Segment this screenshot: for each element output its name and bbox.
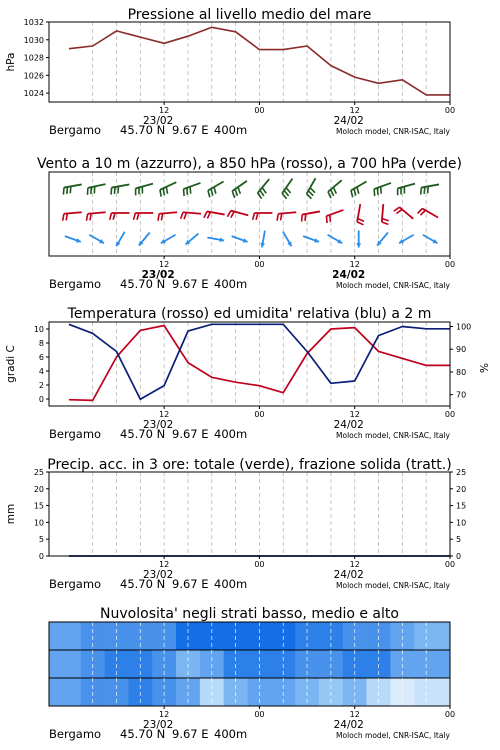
wind-feather	[282, 193, 286, 198]
y-tick-label: 10	[33, 518, 44, 528]
model-credit: Moloch model, CNR-ISAC, Italy	[336, 731, 450, 740]
date-label: 24/02	[333, 719, 364, 731]
wind-feather	[231, 212, 235, 218]
date-label: 23/02	[143, 569, 174, 581]
y-tick-label-right: 15	[456, 501, 467, 511]
y-tick-label-right: 100	[456, 322, 472, 332]
site-elevation: 400m	[214, 277, 248, 291]
wind-feather	[158, 214, 159, 221]
x-tick-label: 00	[254, 260, 265, 269]
site-lon: 9.67 E	[172, 577, 209, 591]
y-tick-label-right: 25	[456, 468, 467, 477]
wind-feather	[281, 213, 282, 220]
x-tick-label: 00	[444, 710, 456, 719]
panel-cloud	[49, 606, 455, 741]
wind-feather	[428, 186, 429, 193]
site-elevation: 400m	[214, 577, 248, 591]
wind-feather	[66, 213, 67, 220]
wind-feather	[208, 191, 210, 198]
wind-feather	[333, 187, 336, 193]
wind-feather	[253, 213, 255, 220]
site-location: Bergamo	[49, 577, 102, 591]
model-credit: Moloch model, CNR-ISAC, Italy	[336, 127, 450, 136]
y-axis-label: hPa	[5, 52, 17, 72]
wind-feather	[110, 213, 112, 220]
y-tick-label: 5	[38, 535, 44, 545]
site-location: Bergamo	[49, 277, 102, 291]
cloud-cell-alto	[49, 622, 81, 650]
wind-feather	[382, 222, 389, 224]
wind-feather	[86, 214, 87, 221]
site-lat: 45.70 N	[120, 577, 166, 591]
cloud-cell-medio	[49, 650, 81, 678]
y-tick-label-right: 80	[456, 367, 467, 377]
wind-feather	[260, 190, 264, 196]
wind-feather	[382, 218, 389, 220]
y-axis-label: gradi C	[5, 345, 17, 383]
model-credit: Moloch model, CNR-ISAC, Italy	[336, 581, 450, 590]
wind-feather	[134, 213, 136, 220]
wind-feather	[284, 191, 288, 196]
panel-title: Pressione al livello medio del mare	[127, 7, 372, 23]
cloud-cell-medio	[414, 650, 450, 678]
y-tick-label: 0	[38, 395, 44, 404]
y-tick-label: 4	[38, 367, 44, 376]
wind-arrowhead	[356, 243, 361, 247]
wind-feather	[190, 187, 191, 194]
panel-title: Temperatura (rosso) ed umidita' relativa (blu) a 2 m	[67, 306, 432, 322]
wind-feather	[111, 188, 112, 195]
wind-feather	[394, 207, 400, 211]
y-tick-label-right: 70	[456, 390, 467, 400]
site-lat: 45.70 N	[120, 123, 166, 137]
y-tick-label: 10	[33, 325, 44, 334]
y-tick-label: 2	[38, 381, 44, 390]
wind-feather	[113, 213, 115, 220]
y-tick-label: 1032	[23, 18, 44, 27]
wind-feather	[357, 187, 359, 194]
cloud-cell-alto	[414, 622, 450, 650]
x-tick-label: 12	[159, 106, 170, 115]
plot-frame	[49, 322, 450, 406]
wind-feather	[118, 186, 119, 193]
x-tick-label: 00	[444, 410, 456, 419]
site-elevation: 400m	[214, 123, 248, 137]
panel-title: Vento a 10 m (azzurro), a 850 hPa (rosso), a 700 hPa (verde)	[36, 156, 463, 172]
x-tick-label: 00	[444, 260, 456, 269]
y-tick-label-right: 20	[456, 484, 467, 494]
wind-feather	[90, 213, 91, 220]
y-tick-label: 20	[33, 484, 44, 494]
wind-feather	[232, 191, 234, 198]
panel-temp_rh	[5, 306, 491, 441]
wind-feather	[137, 213, 139, 220]
wind-feather	[214, 187, 216, 194]
wind-feather	[310, 188, 315, 193]
site-lat: 45.70 N	[120, 277, 166, 291]
y-tick-label: 1024	[23, 89, 44, 99]
y-tick-label-right: 90	[456, 345, 467, 355]
date-label: 23/02	[141, 269, 175, 281]
wind-feather	[357, 222, 363, 225]
plot-frame	[49, 172, 450, 256]
wind-feather	[277, 214, 278, 221]
x-tick-label: 12	[349, 560, 360, 569]
x-tick-label: 12	[159, 410, 170, 419]
y-tick-label: 8	[38, 339, 44, 348]
x-tick-label: 12	[349, 410, 360, 419]
site-lon: 9.67 E	[172, 427, 209, 441]
wind-feather	[204, 211, 207, 217]
x-tick-label: 12	[349, 710, 360, 719]
site-location: Bergamo	[49, 727, 102, 741]
y-axis-label: mm	[5, 503, 17, 525]
cloud-cell-basso	[414, 678, 450, 706]
wind-feather	[305, 214, 306, 221]
y-tick-label: 25	[33, 468, 44, 477]
cloud-cell-basso	[49, 678, 81, 706]
site-elevation: 400m	[214, 427, 248, 441]
wind-feather	[166, 187, 167, 194]
y-tick-label: 1026	[23, 71, 44, 81]
site-location: Bergamo	[49, 123, 102, 137]
x-tick-label: 00	[444, 106, 456, 115]
site-lon: 9.67 E	[172, 123, 209, 137]
y-axis-label-right: %	[479, 363, 491, 373]
site-lon: 9.67 E	[172, 727, 209, 741]
wind-feather	[358, 218, 364, 221]
x-tick-label: 00	[444, 560, 456, 569]
date-label: 24/02	[333, 419, 364, 431]
date-label: 23/02	[143, 719, 174, 731]
date-label: 23/02	[143, 419, 174, 431]
wind-feather	[184, 189, 185, 196]
site-location: Bergamo	[49, 427, 102, 441]
wind-feather	[256, 213, 258, 220]
y-tick-label: 15	[33, 501, 44, 511]
x-tick-label: 12	[159, 710, 170, 719]
wind-feather	[351, 191, 353, 198]
model-credit: Moloch model, CNR-ISAC, Italy	[336, 431, 450, 440]
wind-feather	[381, 187, 382, 194]
x-tick-label: 12	[159, 560, 170, 569]
wind-feather	[374, 189, 375, 196]
x-tick-label: 00	[254, 710, 265, 719]
site-lat: 45.70 N	[120, 427, 166, 441]
x-tick-label: 00	[254, 410, 265, 419]
wind-feather	[184, 213, 186, 220]
y-tick-label: 1030	[23, 35, 44, 45]
wind-feather	[262, 188, 266, 194]
site-lat: 45.70 N	[120, 727, 166, 741]
wind-feather	[63, 214, 64, 221]
y-tick-label-right: 5	[456, 535, 462, 545]
x-tick-label: 12	[349, 260, 360, 269]
wind-feather	[181, 212, 183, 219]
wind-feather	[67, 187, 68, 194]
site-lon: 9.67 E	[172, 277, 209, 291]
date-label: 24/02	[332, 269, 366, 281]
date-label: 24/02	[333, 115, 364, 127]
panel-title: Precip. acc. in 3 ore: totale (verde), frazione solida (tratt.)	[47, 457, 452, 473]
wind-feather	[227, 211, 231, 217]
site-elevation: 400m	[214, 727, 248, 741]
wind-feather	[302, 215, 303, 222]
y-tick-label: 0	[38, 552, 44, 561]
wind-feather	[207, 212, 210, 218]
panel-wind	[37, 156, 462, 291]
x-tick-label: 12	[349, 106, 360, 115]
wind-feather	[286, 188, 290, 193]
wind-feather	[417, 209, 422, 214]
wind-feather	[396, 209, 402, 213]
y-tick-label-right: 0	[456, 552, 462, 561]
wind-feather	[354, 189, 356, 196]
wind-feather	[187, 188, 188, 195]
wind-feather	[211, 189, 213, 196]
wind-feather	[161, 213, 162, 220]
panel-title: Nuvolosita' negli strati basso, medio e alto	[100, 606, 399, 622]
wind-feather	[420, 210, 425, 215]
wind-feather	[70, 186, 71, 193]
panel-pressure	[5, 7, 455, 137]
date-label: 23/02	[143, 115, 174, 127]
wind-feather	[238, 187, 240, 194]
x-tick-label: 00	[254, 560, 265, 569]
wind-feather	[63, 188, 64, 195]
wind-feather	[377, 188, 378, 195]
wind-feather	[114, 187, 115, 194]
x-tick-label: 00	[254, 106, 265, 115]
y-tick-label: 6	[38, 353, 44, 362]
wind-feather	[330, 215, 331, 222]
plot-frame	[49, 472, 450, 556]
wind-feather	[421, 188, 422, 195]
x-tick-label: 12	[159, 260, 170, 269]
wind-feather	[424, 187, 425, 194]
y-tick-label-right: 10	[456, 518, 467, 528]
date-label: 24/02	[333, 569, 364, 581]
y-tick-label: 1028	[23, 53, 44, 63]
plot-frame	[49, 22, 450, 102]
wind-feather	[160, 190, 161, 197]
model-credit: Moloch model, CNR-ISAC, Italy	[336, 281, 450, 290]
wind-feather	[308, 191, 313, 196]
panel-precip	[5, 457, 466, 591]
wind-feather	[326, 216, 327, 223]
